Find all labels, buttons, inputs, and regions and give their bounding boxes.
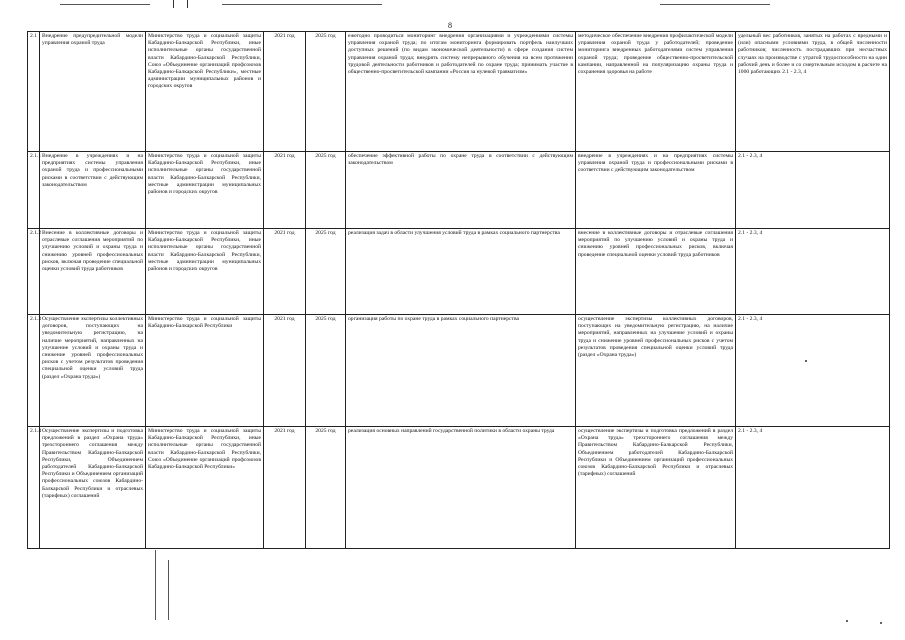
row-number: 2.1.4	[28, 427, 40, 549]
scan-artifact-line	[155, 550, 156, 620]
executors-cell: Министерство труда и социальной защиты Кабардино-Балкарской Республики, иные исполнительные органы государственной власти Кабардино-Балкарской Республики, местные администрации муниципальных районов и городских округов	[146, 229, 264, 315]
start-year-cell: 2021 год	[264, 427, 306, 549]
result-cell: осуществление экспертизы и подготовка предложений в раздел «Охрана труда» трехстороннего соглашения между Правительством Кабардино-Балкарской Республики, Объединением работодателей Кабардино-Балкарской Республики и Объединением организаций профессиональных союзов Кабардино-Балкарской Республики и отраслевых (тарифных) соглашений	[576, 427, 736, 549]
result-cell: внесение в коллективные договоры и отраслевые соглашения мероприятий по улучшению условий и охраны труда и снижению уровней профессиональных рисков, включая проведение специальной оценки условий труда работников	[576, 229, 736, 315]
scan-artifact-line	[222, 4, 382, 5]
scan-artifact-tick	[173, 0, 174, 8]
scan-artifact-line	[168, 560, 169, 620]
scan-speck	[880, 622, 882, 624]
start-year-cell: 2021 год	[264, 315, 306, 427]
indicators-cell: удельный вес работников, занятых на работах с вредными и (или) опасными условиями труда, в общей численности работников; численность пострадавших при несчастных случаях на производстве с утратой трудоспособности на один рабочий день и более и со смертельным исходом в расчете на 1000 работающих 2.1 - 2.3, 4	[736, 32, 890, 152]
end-year-cell: 2025 год	[306, 427, 346, 549]
scan-speck	[805, 360, 807, 362]
executors-cell: Министерство труда и социальной защиты Кабардино-Балкарской Республики, иные исполнительные органы государственной власти Кабардино-Балкарской Республики, Союз «Объединение организаций профсоюзов Кабардино-Балкарской Республики», местные администрации муниципальных районов и городских округов	[146, 32, 264, 152]
scan-artifact-tick	[187, 0, 188, 8]
result-cell: методическое обеспечение внедрения профилактической модели управления охраной труда у работодателей; проведение мониторинга внедренных работодателями систем управления охраной труда; проведение общественно-просветительской кампании, направленной на популяризацию охраны труда и сохранения здоровья на работе	[576, 32, 736, 152]
table-row	[28, 152, 890, 229]
result-cell: внедрение в учреждениях и на предприятиях системы управления охраной труда и профессиональными рисками в соответствии с действующим законодательством	[576, 152, 736, 229]
start-year-cell: 2021 год	[264, 152, 306, 229]
measure-cell: Внедрение предупредительной модели управления охраной труда	[40, 32, 146, 152]
indicators-cell: 2.1 - 2.3, 4	[736, 315, 890, 427]
indicators-cell: 2.1 - 2.3, 4	[736, 427, 890, 549]
row-number: 2.1.1	[28, 152, 40, 229]
row-number: 2.1.3	[28, 315, 40, 427]
executors-cell: Министерство труда и социальной защиты Кабардино-Балкарской Республики	[146, 315, 264, 427]
table-row	[28, 229, 890, 315]
content-cell: обеспечение эффективной работы по охране труда в соответствии с действующим законодательством	[346, 152, 576, 229]
table-row	[28, 32, 890, 152]
end-year-cell: 2025 год	[306, 152, 346, 229]
row-number: 2.1	[28, 32, 40, 152]
measure-cell: Осуществление экспертизы и подготовка предложений в раздел «Охрана труда» трехстороннего соглашения между Правительством Кабардино-Балкарской Республики, Объединением работодателей Кабардино-Балкарской Республики и Объединением организаций профессиональных союзов Кабардино-Балкарской Республики и отраслевых (тарифных) соглашений	[40, 427, 146, 549]
content-cell: реализация задач в области улучшения условий труда в рамках социального партнерства	[346, 229, 576, 315]
executors-cell: Министерство труда и социальной защиты Кабардино-Балкарской Республики, иные исполнительные органы государственной власти Кабардино-Балкарской Республики, местные администрации муниципальных районов и городских округов	[146, 152, 264, 229]
result-cell: осуществление экспертизы коллективных договоров, поступающих на уведомительную регистрацию, на наличие мероприятий, направленных на улучшение условий и охраны труда и снижение уровней профессиональных рисков с учетом результатов проведения специальной оценки условий труда (раздел «Охрана труда»)	[576, 315, 736, 427]
row-number: 2.1.2	[28, 229, 40, 315]
indicators-cell: 2.1 - 2.3, 4	[736, 152, 890, 229]
measure-cell: Внедрение в учреждениях и на предприятиях системы управления охраной труда и профессиональными рисками в соответствии с действующим законодательством	[40, 152, 146, 229]
executors-cell: Министерство труда и социальной защиты Кабардино-Балкарской Республики, иные исполнительные органы государственной власти Кабардино-Балкарской Республики, Союз «Объединение организаций профсоюзов Кабардино-Балкарской Республики»	[146, 427, 264, 549]
start-year-cell: 2021 год	[264, 229, 306, 315]
measure-cell: Осуществление экспертизы коллективных договоров, поступающих на уведомительную регистрацию, на наличие мероприятий, направленных на улучшение условий и охраны труда и снижение уровней профессиональных рисков с учетом результатов проведения специальной оценки условий труда (раздел «Охрана труда»)	[40, 315, 146, 427]
end-year-cell: 2025 год	[306, 32, 346, 152]
scan-speck	[846, 620, 848, 622]
indicators-cell: 2.1 - 2.3, 4	[736, 229, 890, 315]
table-row	[28, 427, 890, 549]
measure-cell: Внесение в коллективные договоры и отраслевые соглашения мероприятий по улучшению условий и охраны труда и снижению уровней профессиональных рисков, включая проведение специальной оценки условий труда работников	[40, 229, 146, 315]
table-row	[28, 315, 890, 427]
content-cell: ежегодно проводиться мониторинг внедрения организациями и учреждениями системы управления охраной труда; по итогам мониторинга формировать портфель наилучших доступных решений (по видам экономической деятельности) в сфере создания систем управления охраной труда; внедрять систему непрерывного обучения на всем протяжении трудовой деятельности работников и работодателей по охране труда; принимать участие в общественно-просветительской кампании «Россия за нулевой травматизм»	[346, 32, 576, 152]
scan-artifact-line	[660, 4, 770, 5]
scan-artifact-line	[60, 4, 150, 5]
page-number: 8	[448, 21, 452, 30]
end-year-cell: 2025 год	[306, 315, 346, 427]
start-year-cell: 2021 год	[264, 32, 306, 152]
end-year-cell: 2025 год	[306, 229, 346, 315]
content-cell: реализация основных направлений государственной политики в области охраны труда	[346, 427, 576, 549]
content-cell: организация работы по охране труда в рамках социального партнерства	[346, 315, 576, 427]
measures-table	[27, 31, 890, 549]
